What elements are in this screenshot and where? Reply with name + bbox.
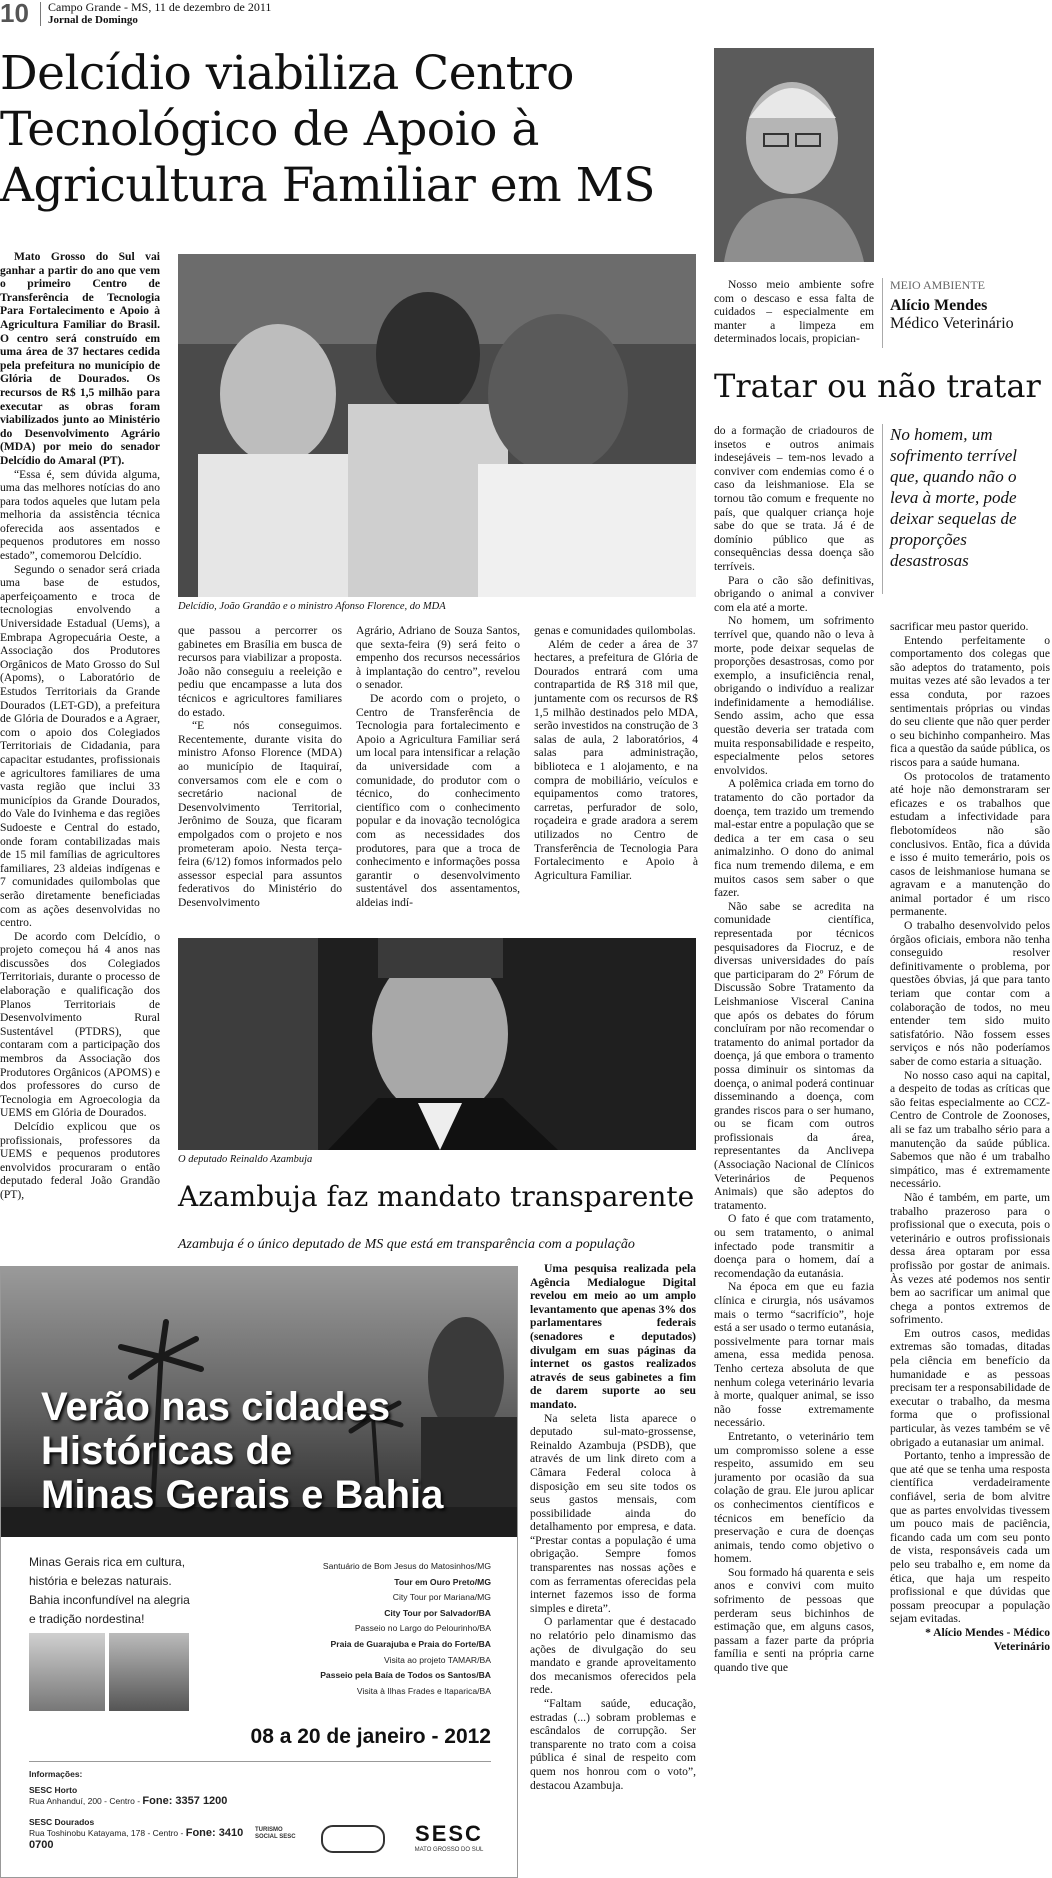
ad-divider [29, 1761, 491, 1762]
sesc-dourados-contact [29, 1827, 269, 1851]
paragraph: No nosso caso aqui na capital, a despeito de todas as críticas que são feitas especialmente ao CCZ- Centro de Controle de Zoonoses, ali se faz um trabalho sério para a manutenção da saúde pública. Sabemos que não é um trabalho simpático, mas é extremamente necessário. [890, 1068, 1050, 1191]
ad-dates: 08 a 20 de janeiro - 2012 [250, 1725, 491, 1748]
main-column-3 [356, 624, 520, 932]
portrait-photo [178, 938, 696, 1150]
paragraph: Portanto, tenho a impressão de que até que se tenha uma resposta científica verdadeiramente confiável, seria de bom alvitre que as partes envolvidas tivessem um pouco mais de paciência, ficando cada um com seu ponto de vista, responsáveis cada um pelo seu trabalho e, em nome da ética, que haja um respeito profissional e que dúvidas que possam preocupar a população sejam evitadas. [890, 1449, 1050, 1626]
main-photo [178, 254, 696, 597]
sesc-logo-text: SESC [415, 1821, 483, 1846]
opinion-author-title: Médico Veterinário [890, 315, 1014, 332]
paragraph: do a formação de criadouros de insetos e outros animais indesejáveis – tem-nos levado a conviver com endemias como é o caso da leishmaniose. Ela se tornou tão comum e frequente no país, que qualquer criança hoje sabe do que se trata. Já é de domínio público que as consequências dessa doença são terríveis. [714, 424, 874, 573]
sesc-logo-sub: MATO GROSSO DO SUL [414, 1847, 484, 1853]
three-men-photo [178, 254, 696, 597]
ad-title-line: Minas Gerais e Bahia [41, 1473, 444, 1517]
opinion-author: Alício Mendes [890, 297, 988, 314]
ad-destination: Visita à Ilhas Frades e Itaparica/BA [356, 1685, 491, 1696]
sesc-horto-name: SESC Horto [29, 1785, 78, 1795]
ad-destination: Passeio no Largo do Pelourinho/BA [354, 1623, 491, 1634]
federation-logo [321, 1825, 385, 1853]
paragraph: Entendo perfeitamente o comportamento dos colegas que são adeptos do tratamento, pois muitas vezes até são levados a ter essa conduta, por razoes sentimentais próprias ou vindas do seu cliente que não quer perder o seu bichinho companheiro. Mas fica a questão da saúde pública, os riscos para a saúde humana. [890, 633, 1050, 769]
paragraph: Em outros casos, medidas extremas são tomadas, ditadas pela ciência em benefício da humanidade e as pessoas precisam ter a responsabilidade de executar o trabalho, da mesma forma que o profissional particular, às vezes também se vê obrigado a eutanasiar um animal. [890, 1326, 1050, 1449]
paragraph: O fato é que com tratamento, ou sem tratamento, o animal infectado pode transmitir a doença para o homem, daí a recomendação da eutanásia. [714, 1212, 874, 1280]
main-column-1 [0, 250, 160, 1260]
ad-destination-list [201, 1559, 491, 1699]
opinion-column-2 [890, 620, 1050, 1876]
ad-photos [29, 1633, 189, 1713]
dateline: Campo Grande - MS, 11 de dezembro de 2011 [48, 0, 272, 14]
ad-destination: Tour em Ouro Preto/MG [394, 1576, 491, 1587]
ad-title [41, 1385, 443, 1517]
paragraph: Na época em que eu fazia clínica e cirurgia, nós usávamos mais o termo “sacrifício”, hoje está a ser usado o termo eutanásia, possivelmente para tornar mais amena, essa medida penosa. Tenho certeza absoluta de que nenhum colega veterinário levaria à morte, qualquer animal, se isso não fosse extremamente necessário. [714, 1280, 874, 1430]
paper-name: Jornal de Domingo [48, 14, 138, 26]
paragraph: Não sabe se acredita na comunidade científica, representada por técnicos pesquisadores da Fiocruz, e de diversas universidades do país que participaram do 2º Fórum de Discussão Sobre Tratamento da Leishmaniose Visceral Canina que após os debates do fórum concluíram por não recomendar o tratamento do animal portador da doença, já que embora o tramento possa diminuir os sintomas da doença, o animal poderá continuar disseminando a doença, com grandes riscos para o ser humano, ou se ficam com outros profissionais da área, representantes da Anclivepa (Associação Nacional de Clínicos Veterinários de Pequenos Animais) que são adeptos do tratamento. [714, 899, 874, 1212]
paragraph: A polêmica criada em torno do tratamento do cão portador da doença, tem trazido um tremendo mal-estar entre a população que se dedica a ter em casa o seu animalzinho. O dono do animal fica num tremendo dilema, e em muitos casos sem saber o que fazer. [714, 777, 874, 900]
paragraph: genas e comunidades quilombolas. [534, 624, 696, 637]
sesc-dourados-phone: Fone: 3410 0700 [29, 1827, 244, 1851]
ad-destination: City Tour por Mariana/MG [392, 1592, 491, 1603]
paragraph: Entretanto, o veterinário tem um compromisso solene a esse respeito, assumido em seu juramento por ocasião da sua colação de grau. Ele jurou aplicar os conhecimentos científicos e técnicos em benefício da preservação e cura de doenças animais, tendo como objetivo o homem. [714, 1429, 874, 1566]
lead-paragraph: Mato Grosso do Sul vai ganhar a partir do ano que vem o primeiro Centro de Transferência de Tecnologia Para Fortalecimento e Apoio à Agricultura Familiar do Brasil. O centro será construído em uma área de 37 hectares cedida pela prefeitura no município de Glória de Dourados. Os recursos de R$ 1,5 milhão para executar as obras foram viabilizados junto ao Ministério do Desenvolvimento Agrário (MDA) por meio do senador Delcídio do Amaral (PT). [0, 250, 160, 467]
ad-destination: Santuário de Bom Jesus do Matosinhos/MG [322, 1561, 491, 1571]
ad-banner [1, 1267, 517, 1537]
page-header [0, 0, 1052, 28]
paragraph: Nosso meio ambiente sofre com o descaso e essa falta de cuidados – especialmente em manter a limpeza em determinados locais, propician- [714, 278, 874, 346]
paragraph: “E nós conseguimos. Recentemente, durante visita do ministro Afonso Florence (MDA) ao município de Itaquiraí, conversamos com ele e com o secretário nacional de Desenvolvimento Territorial, Jerônimo de Souza, que ficaram empolgados com o projeto e nos prometeram apoio. Nesta terça-feira (6/12) fomos informados pelo assessor especial para assuntos federativos do Ministério do Desenvolvimento [178, 719, 342, 909]
ad-title-line: Verão nas cidades [41, 1385, 391, 1429]
main-column-2 [178, 624, 342, 932]
paragraph: Na seleta lista aparece o deputado sul-mato-grossense, Reinaldo Azambuja (PSDB), que através de um link direto com a Câmara Federal coloca à disposição em seu site todos os seus gastos mensais, com possibilidade ainda do detalhamento por empresa, e data. “Prestar contas a população é uma obrigação. Sempre fomos transparentes nas nossas ações e com as ferramentas oferecidas pela internet fazemos isso de forma simples e direta”. [530, 1411, 696, 1615]
ad-destination: Visita ao projeto TAMAR/BA [384, 1654, 491, 1665]
ad-title-line: Históricas de [41, 1429, 293, 1473]
azambuja-headline: Azambuja faz mandato transparente [178, 1180, 695, 1213]
opinion-intro [714, 278, 874, 358]
paragraph: Sou formado há quarenta e seis anos e convivi com muito sofrimento de pessoas que perderam seus bichinhos de estimação que, em alguns casos, passam a fazer parte da própria família e senti na própria carne quando tive que [714, 1565, 874, 1675]
paragraph: De acordo com o projeto, o Centro de Transferência de Tecnologia para fortalecimento e Apoio a Agricultura Familiar será um local para intensificar a relação da universidade com a comunidade, do produtor com o técnico, do conhecimento científico com o conhecimento popular e da inovação tecnológica com as necessidades dos produtores, para que a troca de conhecimento e informações possa garantir o desenvolvimento sustentável dos assentamentos, aldeias indí- [356, 691, 520, 909]
opinion-headline: Tratar ou não tratar [714, 367, 1041, 405]
ad-info [29, 1769, 269, 1851]
paragraph: Além de ceder a área de 37 hectares, a prefeitura de Glória de Dourados entrará com uma contrapartida de R$ 318 mil que, juntamente com os recursos de R$ 1,5 milhão destinados pelo MDA, serão investidos na construção de 3 salas de aula, 2 laboratórios, 4 salas para administração, biblioteca e 1 alojamento, e na compra de mobiliário, veículos e equipamentos como tratores, carretas, perfurador de solo, roçadeira e grade aradora a serem utilizados no Centro de Transferência de Tecnologia Para Fortalecimento e Apoio à Agricultura Familiar. [534, 637, 698, 882]
lead-paragraph: Uma pesquisa realizada pela Agência Medialogue Digital revelou em meio ao um amplo levantamento que apenas 3% dos parlamentares federais (senadores e deputados) divulgam em suas páginas da internet os gastos realizados através de seus gabinetes a fim de darem suporte ao seu mandato. [530, 1262, 696, 1411]
sesc-dourados-name: SESC Dourados [29, 1817, 95, 1827]
opinion-signature: * Alício Mendes - Médico Veterinário [925, 1625, 1050, 1653]
main-column-4 [534, 624, 698, 932]
paragraph: Segundo o senador será criada uma base de estudos, aperfeiçoamento e troca de tecnologias envolvendo a Universidade Estadual (Uems), a Embrapa Agropecuária Oeste, a Associação dos Produtores Orgânicos de Mato Grosso do Sul (Apoms), o Laboratório de Estudos Territoriais da Grande Dourados (LET-GD), a prefeitura de Glória de Dourados e a Agraer, com o apoio dos Colegiados Territoriais de Cidadania, para capacitar estudantes, profissionais e agricultores familiares de uma vasta região que inclui 33 municípios da Grande Dourados, do Vale do Ivinhema e das regiões Sudoeste e Central do estado, onde foram contabilizadas mais de 15 mil famílias de agricultores familiares, 23 aldeias indígenas e 7 comunidades quilombolas que serão diretamente beneficiadas com as ações desenvolvidas no centro. [0, 562, 160, 930]
paragraph: O parlamentar que é destacado no relatório pelo dinamismo das ações de divulgação do seu mandato e grande aproveitamento dos mecanismos oferecidos pela rede. [530, 1615, 696, 1697]
azambuja-photo-caption: O deputado Reinaldo Azambuja [178, 1154, 313, 1165]
paragraph: Os protocolos de tratamento até hoje não demonstraram ser eficazes e os trabalhos que estudam a infectividade para flebotomídeos não são conclusivos. Então, fica a dúvida e isso é muito temerário, pois os casos de leishmaniose humana se agravam e a manutenção do animal portador é um risco permanente. [890, 769, 1050, 919]
paragraph: Agrário, Adriano de Souza Santos, que sexta-feira (9) será feito o empenho dos recursos necessários à implantação do centro”, revelou o senador. [356, 624, 520, 692]
paragraph: Não é também, em parte, um trabalho prazeroso para o profissional que o executa, pois o veterinário e outros profissionais dessa área optaram por essa profissão por gostar de animais. Às vezes até podemos nos sentir bem ao sacrificar um animal que chega a pontos extremos de sofrimento. [890, 1190, 1050, 1327]
pullquote-rule [882, 424, 883, 594]
azambuja-subhead: Azambuja é o único deputado de MS que está em transparência com a população [178, 1237, 635, 1252]
opinion-byline-rule [882, 278, 883, 348]
page-number: 10 [0, 0, 29, 28]
ad-info-label: Informações: [29, 1769, 83, 1779]
sesc-advertisement [0, 1266, 518, 1878]
sesc-horto-phone: Fone: 3357 1200 [142, 1795, 228, 1807]
paragraph: No homem, um sofrimento terrível que, quando não o leva à morte, pode deixar sequelas de proporções desastrosas, como por exemplo, a insuficiência renal, obrigando o indivíduo a realizar indefinidamente a hemodiálise. Sendo assim, acho que essa questão deveria ser tratada com muita responsabilidade e respeito, especialmente pelos setores envolvidos. [714, 614, 874, 777]
opinion-byline [890, 278, 1050, 333]
opinion-pullquote: No homem, um sofrimento terrível que, quando não o leva à morte, pode deixar sequelas de proporções desastrosas [890, 425, 1018, 570]
opinion-column-1 [714, 424, 874, 1874]
header-divider [40, 2, 41, 26]
paragraph: “Essa é, sem dúvida alguma, uma das melhores notícias do ano para todos aqueles que lutam pela melhoria da assistência técnica oferecida aos assentados e pequenos produtores em nosso estado”, comemorou Delcídio. [0, 467, 160, 563]
main-photo-caption: Delcídio, João Grandão e o ministro Afonso Florence, do MDA [178, 601, 446, 612]
paragraph: sacrificar meu pastor querido. [890, 620, 1029, 633]
paragraph: Para o cão são definitivas, obrigando o animal a conviver com ela até a morte. [714, 573, 874, 614]
paragraph: “Faltam saúde, educação, estradas (...) sobram problemas e escândalos de corrupção. Ser transparente no trato com a coisa pública é sinal de respeito com quem nos honrou com o voto”, destacou Azambuja. [530, 1697, 696, 1792]
ad-destination: Passeio pela Baía de Todos os Santos/BA [320, 1670, 491, 1681]
azambuja-column [530, 1262, 696, 1874]
author-portrait [714, 48, 874, 262]
author-photo [714, 48, 874, 262]
paragraph: O trabalho desenvolvido pelos órgãos oficiais, embora não tenha conseguido resolver definitivamente o problema, por questões óbvias, já que para tanto teriam que contar com a colaboração de todos, no meu entender tem sido muito satisfatório. Não fossem esses serviços e nós não poderíamos saber de como estaria a situação. [890, 919, 1050, 1068]
opinion-section: MEIO AMBIENTE [890, 278, 985, 292]
sesc-horto-contact [29, 1795, 269, 1807]
main-headline: Delcídio viabiliza Centro Tecnológico de Apoio à Agricultura Familiar em MS [0, 46, 655, 213]
paragraph: que passou a percorrer os gabinetes em Brasília em busca de recursos para viabilizar a proposta. João não conseguiu a reeleição e pediu que encampasse a luta dos técnicos e agricultores familiares do estado. [178, 624, 342, 719]
sesc-horto-address: Rua Anhanduí, 200 - Centro - [29, 1796, 141, 1806]
ad-left-text: Minas Gerais rica em cultura, história e belezas naturais. Bahia inconfundível na alegria e tradição nordestina! [29, 1555, 190, 1626]
turismo-social-logo: TURISMO SOCIAL SESC [255, 1827, 296, 1840]
ad-destination: Praia de Guarajuba e Praia do Forte/BA [330, 1638, 491, 1649]
ad-destination: City Tour por Salvador/BA [384, 1607, 491, 1618]
paragraph: De acordo com Delcídio, o projeto começou há 4 anos nas discussões dos Colegiados Territoriais, durante o processo de elaboração e qualificação dos Planos Territoriais de Desenvolvimento Rural Sustentável (PTDRS), que contaram com a participação dos membros da Associação dos Produtores Orgânicos (APOMS) e dos professores do curso de Tecnologia em Agroecologia da UEMS em Glória de Dourados. [0, 929, 160, 1120]
ad-photo-coast [29, 1633, 105, 1711]
azambuja-photo [178, 938, 696, 1150]
ad-photo-church [109, 1633, 189, 1711]
sesc-logo [401, 1821, 497, 1853]
sesc-dourados-address: Rua Toshinobu Katayama, 178 - Centro - [29, 1828, 184, 1838]
paragraph: Delcídio explicou que os profissionais, professores da UEMS e pequenos produtores envolvidos procuraram o então deputado federal João Grandão (PT), [0, 1120, 160, 1201]
